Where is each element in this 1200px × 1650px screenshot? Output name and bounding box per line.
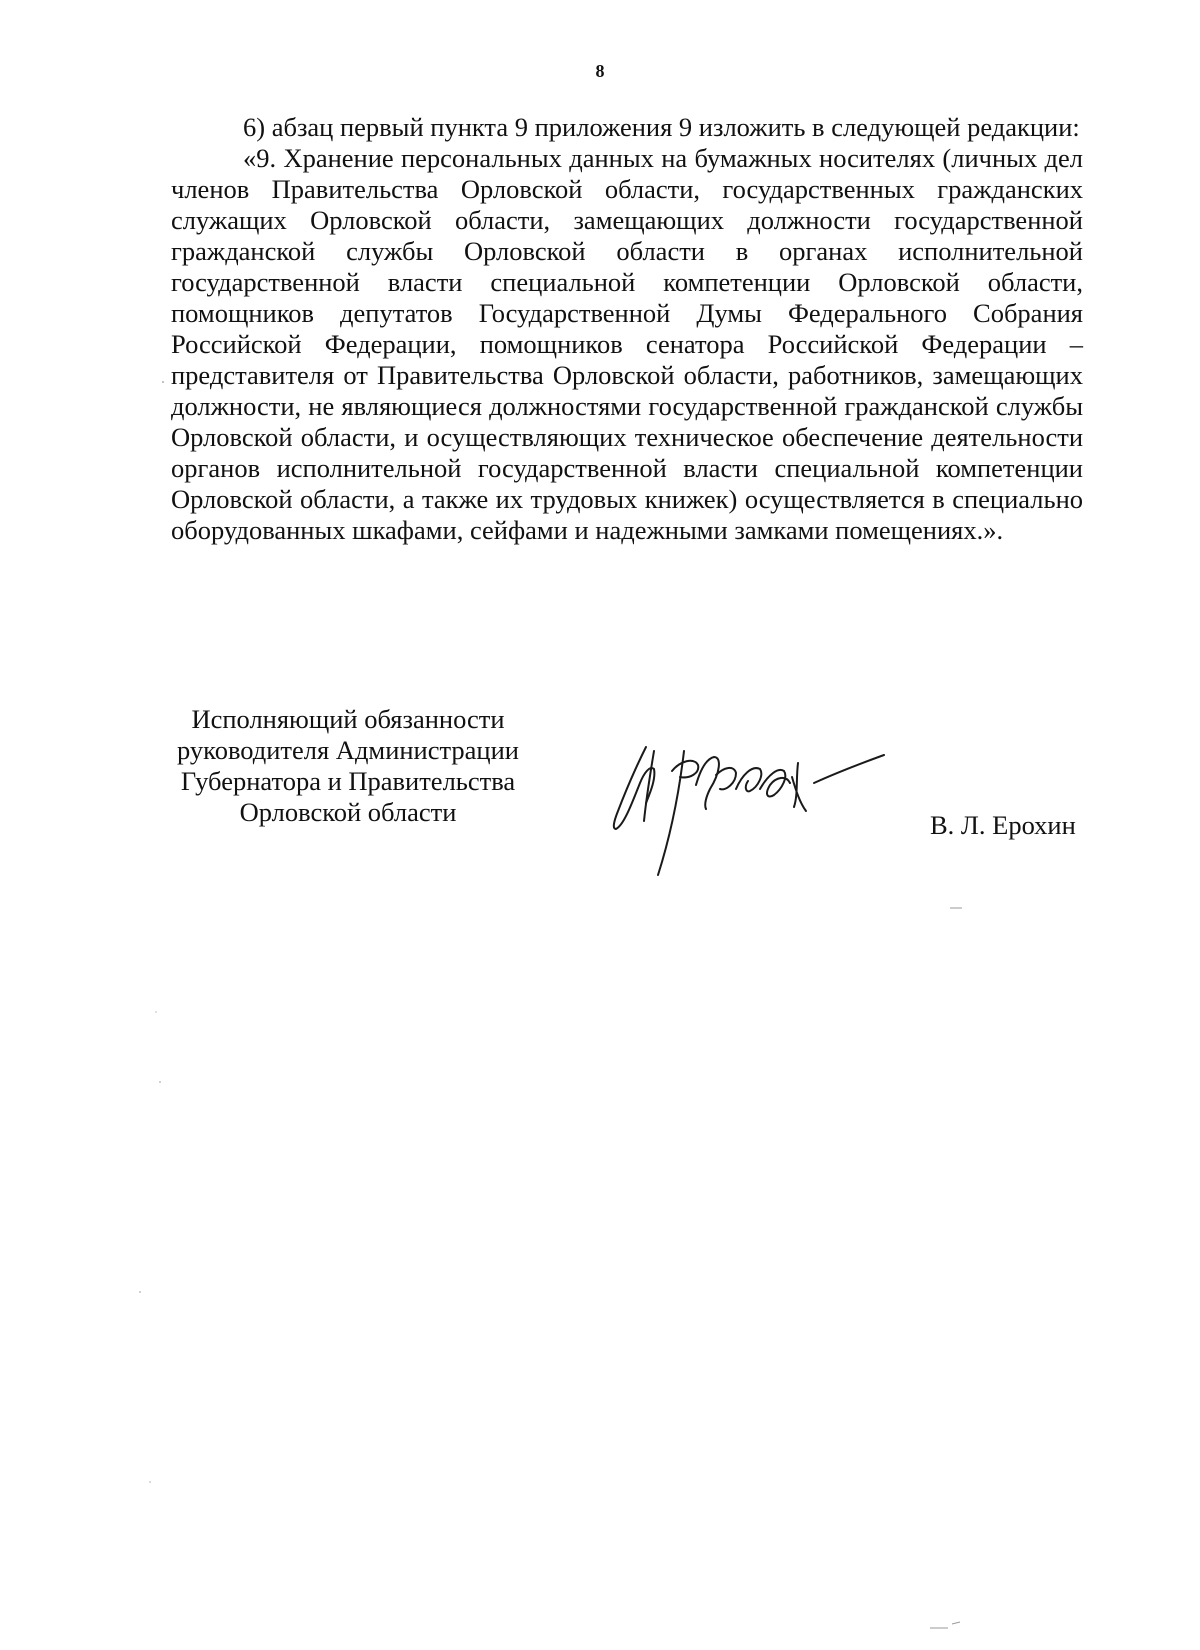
signatory-position-line: Исполняющий обязанности <box>191 704 505 734</box>
paragraph-amendment-intro: 6) абзац первый пункта 9 приложения 9 изложить в следующей редакции: <box>243 112 1080 142</box>
document-body <box>171 112 1083 546</box>
handwritten-signature <box>610 745 930 885</box>
signatory-position-line: Губернатора и Правительства <box>180 766 516 796</box>
signatory-position-line: Орловской области <box>239 797 457 827</box>
signatory-name: В. Л. Ерохин <box>930 810 1076 840</box>
signatory-position <box>162 704 534 828</box>
paragraph-amendment-text: «9. Хранение персональных данных на бумажных носителях (личных дел членов Правительства Орловской области, государственных гражданских служащих Орловской области, замещающих должности государственной гражданской службы Орловской области в органах исполнительной государственной власти специальной компетенции Орловской области, помощников депутатов Государственной Думы Федерального Собрания Российской Федерации, помощников сенатора Российской Федерации – представителя от Правительства Орловской области, работников, замещающих должности, не являющиеся должностями государственной гражданской службы Орловской области, и осуществляющих техническое обеспечение деятельности органов исполнительной государственной власти специальной компетенции Орловской области, а также их трудовых книжек) осуществляется в специально оборудованных шкафами, сейфами и надежными замками помещениях.». <box>171 143 1083 545</box>
signatory-position-line: руководителя Администрации <box>177 735 519 765</box>
page-number: 8 <box>595 61 605 81</box>
